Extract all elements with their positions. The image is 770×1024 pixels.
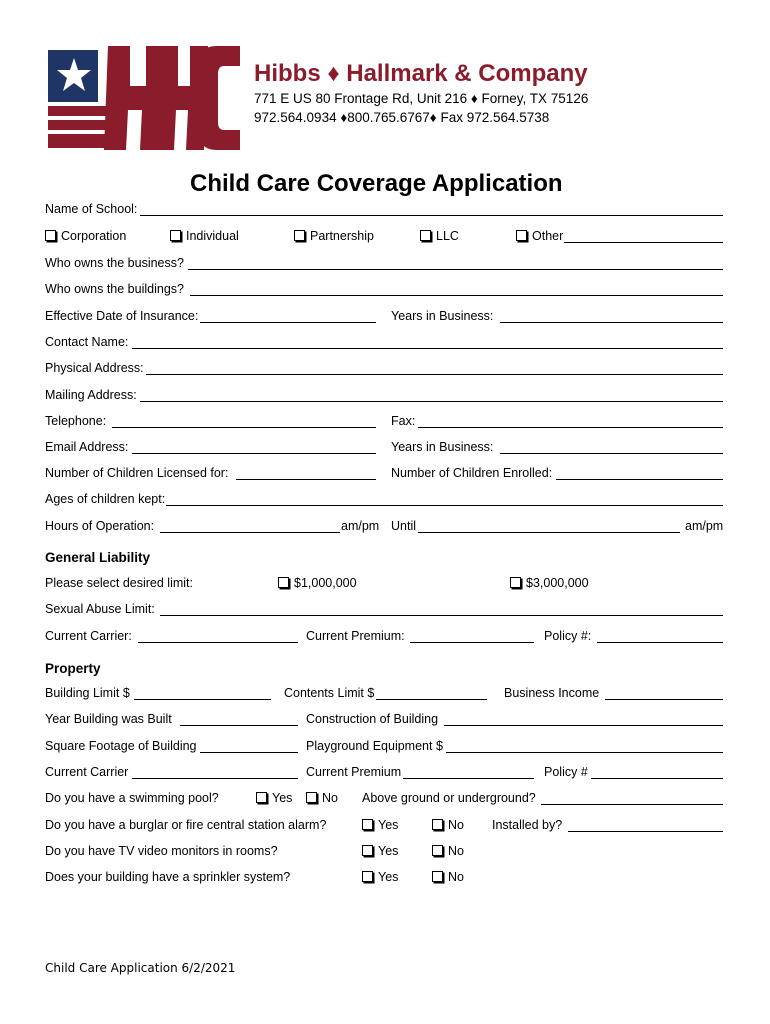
prop-policy-field[interactable] [591, 778, 723, 779]
prop-policy-label: Policy # [544, 765, 588, 779]
sprinkler-question: Does your building have a sprinkler system? [45, 870, 291, 884]
limit-label: Please select desired limit: [45, 576, 193, 590]
business-income-field[interactable] [605, 699, 723, 700]
children-licensed-field[interactable] [236, 479, 376, 480]
years-in-business-field[interactable] [500, 322, 723, 323]
footer-text: Child Care Application 6/2/2021 [45, 961, 236, 975]
contents-limit-label: Contents Limit $ [284, 686, 375, 700]
hours-label: Hours of Operation: [45, 519, 155, 533]
effective-date-field[interactable] [200, 322, 376, 323]
tv-question: Do you have TV video monitors in rooms? [45, 844, 278, 858]
llc-option[interactable]: LLC [420, 229, 459, 243]
square-footage-field[interactable] [200, 752, 298, 753]
limit-option-3m[interactable]: $3,000,000 [510, 576, 589, 590]
gl-current-premium-label: Current Premium: [306, 629, 405, 643]
checkbox[interactable] [516, 230, 527, 241]
years-in-business-label: Years in Business: [391, 309, 494, 323]
company-phone: 972.564.0934 ♦800.765.6767♦ Fax 972.564.5738 [254, 110, 550, 125]
checkbox[interactable] [362, 871, 373, 882]
checkbox[interactable] [45, 230, 56, 241]
children-enrolled-field[interactable] [556, 479, 723, 480]
building-limit-field[interactable] [134, 699, 271, 700]
ages-kept-label: Ages of children kept: [45, 492, 166, 506]
checkbox[interactable] [362, 819, 373, 830]
checkbox[interactable] [510, 577, 521, 588]
property-heading: Property [45, 661, 101, 676]
children-licensed-label: Number of Children Licensed for: [45, 466, 229, 480]
checkbox[interactable] [278, 577, 289, 588]
fax-field[interactable] [418, 427, 723, 428]
above-ground-field[interactable] [541, 804, 723, 805]
contact-name-field[interactable] [132, 348, 723, 349]
who-owns-business-field[interactable] [188, 269, 723, 270]
checkbox[interactable] [294, 230, 305, 241]
tv-yes-option[interactable]: Yes [362, 844, 398, 858]
above-ground-label: Above ground or underground? [362, 791, 536, 805]
prop-current-premium-label: Current Premium [306, 765, 402, 779]
ages-kept-field[interactable] [166, 505, 723, 506]
name-of-school-label: Name of School: [45, 202, 138, 216]
children-enrolled-label: Number of Children Enrolled: [391, 466, 553, 480]
email-label: Email Address: [45, 440, 129, 454]
year-built-field[interactable] [180, 725, 298, 726]
alarm-question: Do you have a burglar or fire central station alarm? [45, 818, 327, 832]
gl-policy-label: Policy #: [544, 629, 592, 643]
installed-by-field[interactable] [568, 831, 723, 832]
name-of-school-field[interactable] [140, 215, 723, 216]
checkbox[interactable] [432, 819, 443, 830]
pool-no-option[interactable]: No [306, 791, 338, 805]
gl-current-premium-field[interactable] [410, 642, 534, 643]
year-built-label: Year Building was Built [45, 712, 172, 726]
general-liability-heading: General Liability [45, 550, 151, 565]
partnership-option[interactable]: Partnership [294, 229, 374, 243]
years-in-business-field-2[interactable] [500, 453, 723, 454]
checkbox[interactable] [362, 845, 373, 856]
effective-date-label: Effective Date of Insurance: [45, 309, 199, 323]
sprinkler-yes-option[interactable]: Yes [362, 870, 398, 884]
prop-current-carrier-label: Current Carrier [45, 765, 129, 779]
installed-by-label: Installed by? [492, 818, 563, 832]
mailing-address-label: Mailing Address: [45, 388, 137, 402]
hours-from-field[interactable] [160, 532, 340, 533]
until-label: Until [391, 519, 417, 533]
construction-field[interactable] [444, 725, 723, 726]
sexual-abuse-label: Sexual Abuse Limit: [45, 602, 155, 616]
email-field[interactable] [132, 453, 376, 454]
other-field[interactable] [564, 242, 723, 243]
hours-until-field[interactable] [418, 532, 680, 533]
contact-name-label: Contact Name: [45, 335, 129, 349]
pool-yes-option[interactable]: Yes [256, 791, 292, 805]
individual-option[interactable]: Individual [170, 229, 239, 243]
page-title: Child Care Coverage Application [190, 170, 563, 197]
playground-label: Playground Equipment $ [306, 739, 443, 753]
fax-label: Fax: [391, 414, 416, 428]
pool-question: Do you have a swimming pool? [45, 791, 219, 805]
logo-text: HHC [48, 35, 76, 49]
alarm-no-option[interactable]: No [432, 818, 464, 832]
checkbox[interactable] [432, 845, 443, 856]
sexual-abuse-field[interactable] [160, 615, 723, 616]
prop-current-carrier-field[interactable] [132, 778, 298, 779]
gl-policy-field[interactable] [597, 642, 723, 643]
physical-address-field[interactable] [146, 374, 723, 375]
tv-no-option[interactable]: No [432, 844, 464, 858]
hours-ampm-1: am/pm [341, 519, 380, 533]
checkbox[interactable] [420, 230, 431, 241]
building-limit-label: Building Limit $ [45, 686, 130, 700]
other-option[interactable]: Other [516, 229, 563, 243]
alarm-yes-option[interactable]: Yes [362, 818, 398, 832]
years-in-business-label-2: Years in Business: [391, 440, 494, 454]
telephone-label: Telephone: [45, 414, 107, 428]
construction-label: Construction of Building [306, 712, 439, 726]
gl-current-carrier-field[interactable] [138, 642, 298, 643]
company-name: Hibbs ♦ Hallmark & Company [254, 60, 588, 87]
telephone-field[interactable] [112, 427, 376, 428]
sprinkler-no-option[interactable]: No [432, 870, 464, 884]
limit-option-1m[interactable]: $1,000,000 [278, 576, 357, 590]
mailing-address-field[interactable] [140, 401, 723, 402]
business-income-label: Business Income [504, 686, 600, 700]
hours-ampm-2: am/pm [685, 519, 724, 533]
physical-address-label: Physical Address: [45, 361, 144, 375]
gl-current-carrier-label: Current Carrier: [45, 629, 132, 643]
corporation-option[interactable]: Corporation [45, 229, 126, 243]
checkbox[interactable] [432, 871, 443, 882]
who-owns-business-label: Who owns the business? [45, 256, 184, 270]
contents-limit-field[interactable] [376, 699, 487, 700]
checkbox[interactable] [170, 230, 181, 241]
who-owns-buildings-label: Who owns the buildings? [45, 282, 184, 296]
company-address: 771 E US 80 Frontage Rd, Unit 216 ♦ Forney, TX 75126 [254, 91, 589, 106]
company-logo [48, 35, 240, 152]
playground-field[interactable] [446, 752, 723, 753]
square-footage-label: Square Footage of Building [45, 739, 197, 753]
checkbox[interactable] [256, 792, 267, 803]
who-owns-buildings-field[interactable] [190, 295, 723, 296]
checkbox[interactable] [306, 792, 317, 803]
prop-current-premium-field[interactable] [403, 778, 534, 779]
